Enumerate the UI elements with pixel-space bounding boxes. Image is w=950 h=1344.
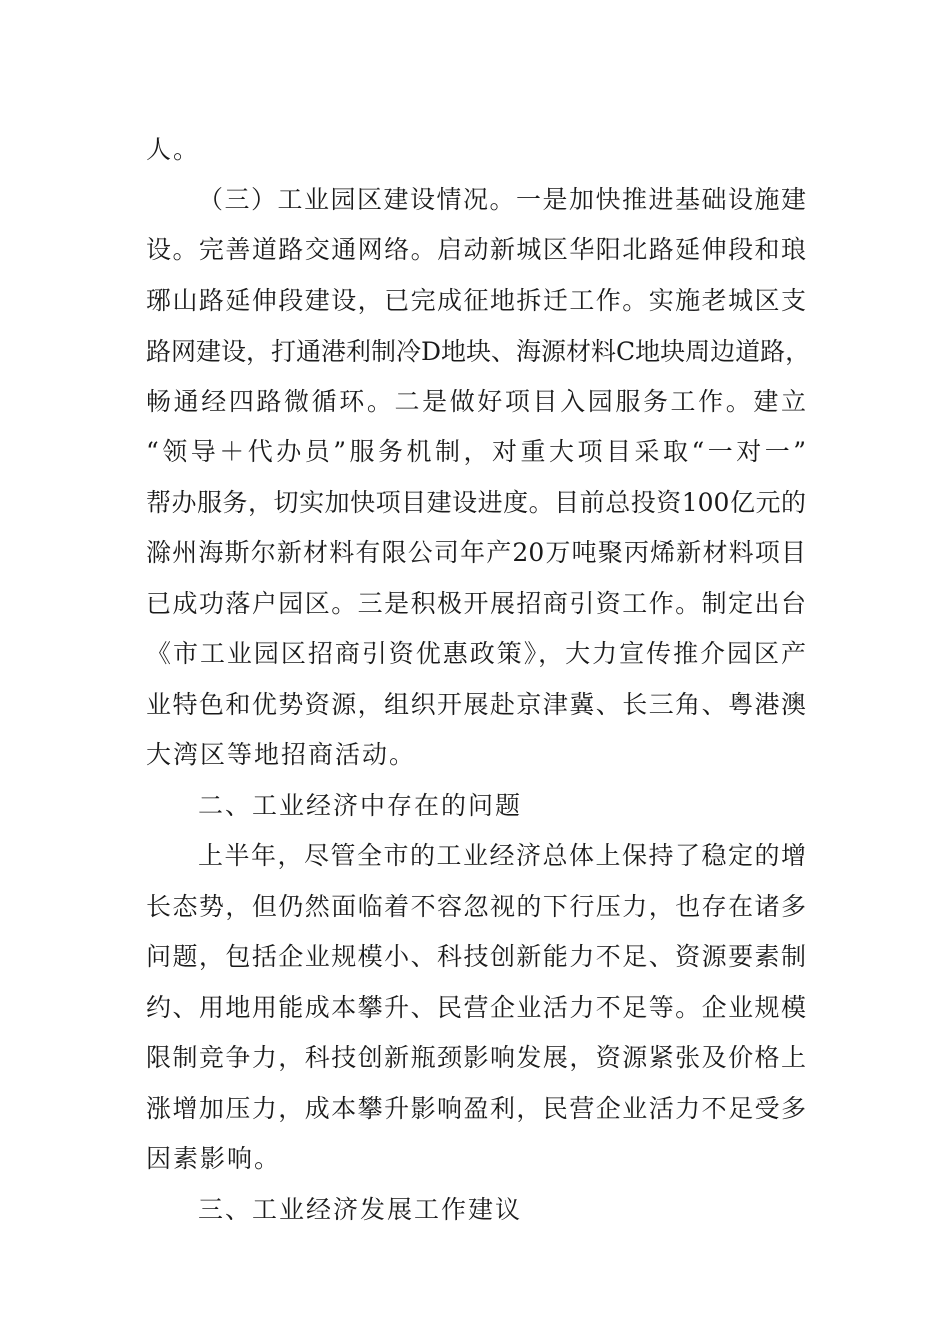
paragraph-line: 琊山路延伸段建设，已完成征地拆迁工作。实施老城区支 bbox=[146, 286, 806, 315]
paragraph-line: 人。 bbox=[146, 135, 201, 164]
paragraph-line: 滁州海斯尔新材料有限公司年产20万吨聚丙烯新材料项目 bbox=[146, 538, 806, 567]
paragraph-line: 因素影响。 bbox=[146, 1144, 282, 1173]
paragraph-line: 业特色和优势资源，组织开展赴京津冀、长三角、粤港澳 bbox=[146, 690, 806, 719]
paragraph-line: 《市工业园区招商引资优惠政策》，大力宣传推介园区产 bbox=[146, 639, 806, 668]
paragraph-line: 限制竞争力，科技创新瓶颈影响发展，资源紧张及价格上 bbox=[146, 1043, 806, 1072]
paragraph-line: 约、用地用能成本攀升、民营企业活力不足等。企业规模 bbox=[146, 993, 806, 1022]
paragraph-line: “领导＋代办员”服务机制，对重大项目采取“一对一” bbox=[146, 437, 806, 466]
section-heading: 三、工业经济发展工作建议 bbox=[198, 1195, 523, 1224]
paragraph-line: 涨增加压力，成本攀升影响盈利，民营企业活力不足受多 bbox=[146, 1094, 806, 1123]
paragraph-line: 大湾区等地招商活动。 bbox=[146, 740, 417, 769]
section-heading: 二、工业经济中存在的问题 bbox=[198, 791, 523, 820]
paragraph-line: 畅通经四路微循环。二是做好项目入园服务工作。建立 bbox=[146, 387, 806, 416]
paragraph-line: 帮办服务，切实加快项目建设进度。目前总投资100亿元的 bbox=[146, 488, 806, 517]
paragraph-line: 路网建设，打通港利制冷D地块、海源材料C地块周边道路， bbox=[146, 337, 811, 366]
paragraph-line: （三）工业园区建设情况。一是加快推进基础设施建 bbox=[198, 185, 806, 214]
paragraph-line: 上半年，尽管全市的工业经济总体上保持了稳定的增 bbox=[198, 841, 806, 870]
paragraph-line: 设。完善道路交通网络。启动新城区华阳北路延伸段和琅 bbox=[146, 235, 806, 264]
paragraph-line: 已成功落户园区。三是积极开展招商引资工作。制定出台 bbox=[146, 589, 806, 618]
paragraph-line: 问题，包括企业规模小、科技创新能力不足、资源要素制 bbox=[146, 942, 806, 971]
paragraph-line: 长态势，但仍然面临着不容忽视的下行压力，也存在诸多 bbox=[146, 892, 806, 921]
